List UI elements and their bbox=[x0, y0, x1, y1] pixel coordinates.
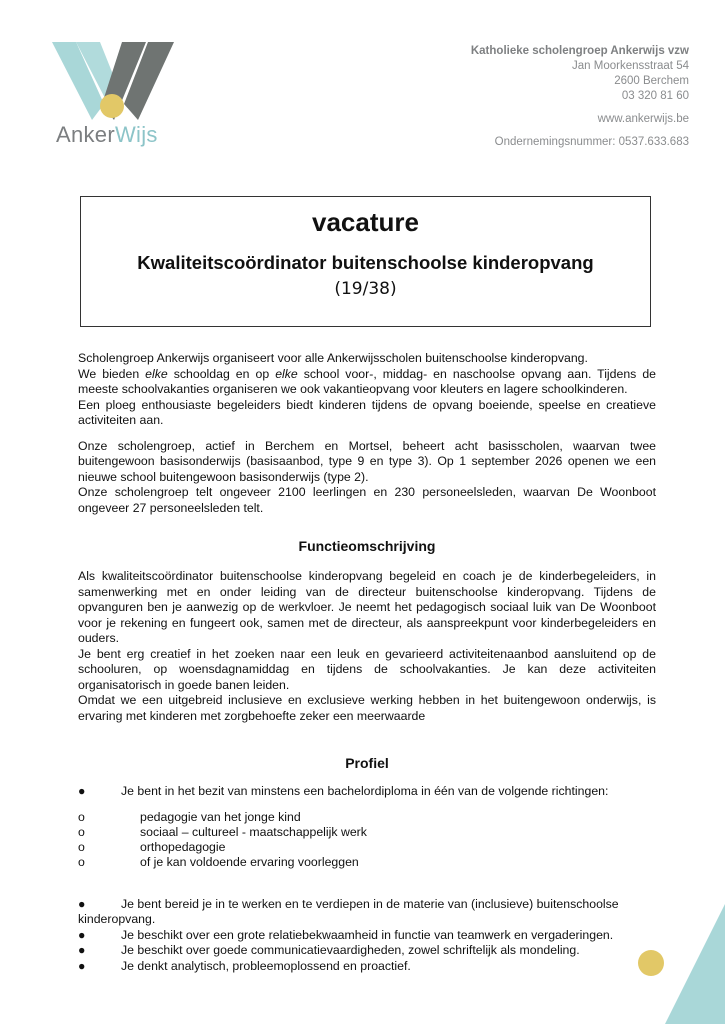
org-phone: 03 320 81 60 bbox=[621, 90, 689, 102]
intro-paragraph: Scholengroep Ankerwijs organiseert voor alle Ankerwijsscholen buitenschoolse kinderopvang. bbox=[78, 351, 588, 365]
section-heading-profiel: Profiel bbox=[345, 755, 389, 771]
ankerwijs-logo bbox=[52, 42, 177, 157]
org-website: www.ankerwijs.be bbox=[597, 113, 689, 125]
page-title: vacature bbox=[312, 207, 419, 237]
functie-paragraph: Als kwaliteitscoördinator buitenschoolse kinderopvang begeleid en coach je de kinderbegeleiders, in samenwerking met en onder leiding van de directeur buitenschoolse kinderopvang. Tijdens de opvanguren ben je aanwezig op de werkvloer. Je neemt het pedagogisch sociaal luik van De Woonboot voor je rekening en fungeert ook, samen met de directeur, als aanspreekpunt voor kinderbegeleiders en ouders. bbox=[78, 569, 656, 645]
intro-paragraph: Onze scholengroep, actief in Berchem en Mortsel, beheert acht basisscholen, waarvan twee buitengewoon basisonderwijs (basisaanbod, type 9 en type 3). Op 1 september 2026 openen we een nieuwe school buitengewoon basisonderwijs (type 2). bbox=[78, 438, 656, 484]
sub-list-item: o pedagogie van het jonge kind bbox=[78, 809, 301, 824]
vacancy-reference: (19/38) bbox=[334, 279, 397, 299]
sub-bullet-icon: o bbox=[78, 809, 85, 824]
org-city: 2600 Berchem bbox=[614, 75, 689, 87]
bullet-icon: ● bbox=[78, 927, 86, 942]
document-body bbox=[78, 351, 656, 974]
list-item: ● Je beschikt over een grote relatiebekwaamheid in functie van teamwerk en vergaderingen. bbox=[78, 927, 614, 942]
org-street: Jan Moorkensstraat 54 bbox=[572, 60, 689, 72]
sub-bullet-icon: o bbox=[78, 854, 85, 869]
section-heading-functie: Functieomschrijving bbox=[298, 538, 436, 554]
title-box bbox=[80, 196, 651, 327]
bullet-icon: ● bbox=[78, 896, 86, 911]
list-item: ● Je beschikt over goede communicatievaardigheden, zowel schriftelijk als mondeling. bbox=[78, 943, 580, 957]
intro-paragraph: Onze scholengroep telt ongeveer 2100 leerlingen en 230 personeelsleden, waarvan De Woonboot ongeveer 27 personeelsleden telt. bbox=[78, 485, 656, 515]
sub-list-item: o orthopedagogie bbox=[78, 839, 226, 854]
functie-paragraph: Omdat we een uitgebreid inclusieve en exclusieve werking hebben in het buitengewoon onderwijs, is ervaring met kinderen met zorgbehoefte zeker een meerwaarde bbox=[78, 693, 656, 723]
organization-info bbox=[471, 44, 689, 150]
job-title: Kwaliteitscoördinator buitenschoolse kinderopvang bbox=[137, 252, 594, 273]
list-item: ● Je denkt analytisch, probleemoplossend en proactief. bbox=[78, 958, 411, 973]
bullet-icon: ● bbox=[78, 958, 86, 973]
org-company-number: Ondernemingsnummer: 0537.633.683 bbox=[494, 136, 689, 148]
org-name: Katholieke scholengroep Ankerwijs vzw bbox=[470, 45, 689, 57]
sub-list-item: o of je kan voldoende ervaring voorleggen bbox=[78, 854, 359, 869]
list-item: ● Je bent bereid je in te werken en te verdiepen in de materie van (inclusieve) buitenschoolse kinderopvang. bbox=[78, 896, 619, 926]
sub-bullet-icon: o bbox=[78, 839, 85, 854]
decorative-triangle bbox=[665, 904, 725, 1024]
sub-list-item: o sociaal – cultureel - maatschappelijk werk bbox=[78, 824, 367, 839]
intro-paragraph: Een ploeg enthousiaste begeleiders biedt kinderen tijdens de opvang boeiende, speelse en creatieve activiteiten aan. bbox=[78, 397, 656, 427]
logo-wordmark: AnkerWijs bbox=[56, 122, 158, 147]
list-item: ● Je bent in het bezit van minstens een bachelordiploma in één van de volgende richtingen: bbox=[78, 784, 609, 798]
logo-mark-icon bbox=[52, 42, 177, 122]
sub-bullet-icon: o bbox=[78, 824, 85, 839]
bullet-icon: ● bbox=[78, 784, 86, 798]
intro-paragraph: We bieden elke schooldag en op elke school voor-, middag- en naschoolse opvang aan. Tijdens de meeste schoolvakanties organiseren we ook vakantieopvang voor kleuters en lagere schoolkinderen. bbox=[78, 366, 657, 396]
bullet-icon: ● bbox=[78, 943, 86, 957]
decorative-dot bbox=[638, 950, 664, 976]
functie-paragraph: Je bent erg creatief in het zoeken naar een leuk en gevarieerd activiteitenaanbod aansluitend op de schooluren, op woensdagnamiddag en tijdens de schoolvakanties. Je kan deze activiteiten organisatorisch in goede banen leiden. bbox=[78, 646, 656, 692]
